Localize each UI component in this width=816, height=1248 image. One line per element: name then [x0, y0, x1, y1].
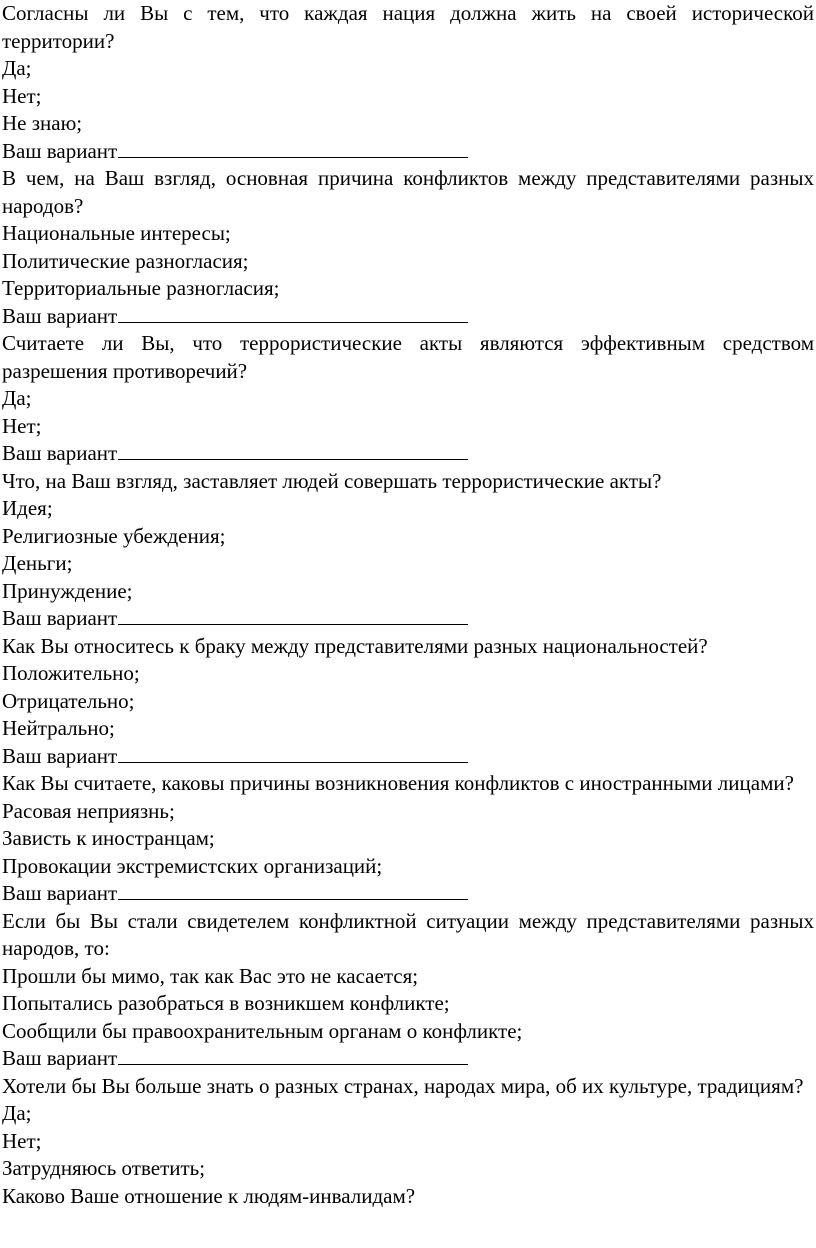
other-answer-line [2, 1045, 814, 1073]
other-answer-label: Ваш вариант [2, 606, 118, 630]
question-text: Если бы Вы стали свидетелем конфликтной ситуации между представителями разных народов, то: [2, 908, 814, 960]
answer-option: Нет; [2, 413, 42, 438]
answer-blank[interactable] [118, 898, 468, 900]
question-text: Как Вы считаете, каковы причины возникновения конфликтов с иностранными лицами? [2, 771, 794, 795]
answer-option: Положительно; [2, 661, 140, 685]
other-answer-label: Ваш вариант [2, 303, 118, 328]
question-block [2, 165, 814, 330]
answer-option: Принуждение; [2, 578, 133, 603]
answer-option: Да; [2, 56, 32, 80]
answer-blank[interactable] [118, 156, 468, 158]
answer-option: Территориальные разногласия; [2, 276, 280, 300]
answer-option: Политические разногласия; [2, 248, 249, 273]
other-answer-line [2, 303, 814, 331]
answer-option: Сообщили бы правоохранительным органам о конфликте; [2, 1018, 523, 1043]
question-block [2, 330, 814, 468]
question-block [2, 1183, 814, 1211]
question-text: Как Вы относитесь к браку между представителями разных национальностей? [2, 633, 708, 658]
answer-option: Религиозные убеждения; [2, 523, 226, 548]
other-answer-label: Ваш вариант [2, 881, 118, 905]
answer-option: Затрудняюсь ответить; [2, 1156, 206, 1180]
questionnaire-document [2, 0, 814, 1210]
question-block [2, 770, 814, 908]
question-block [2, 908, 814, 1073]
answer-option: Прошли бы мимо, так как Вас это не касается; [2, 963, 419, 988]
answer-option: Национальные интересы; [2, 221, 231, 245]
answer-option: Да; [2, 386, 32, 410]
question-text: Что, на Ваш взгляд, заставляет людей совершать террористические акты? [2, 468, 662, 493]
other-answer-line [2, 440, 814, 468]
answer-option: Отрицательно; [2, 688, 135, 713]
answer-blank[interactable] [118, 458, 468, 460]
other-answer-line [2, 138, 814, 166]
answer-blank[interactable] [118, 761, 468, 763]
question-text: Считаете ли Вы, что террористические акты являются эффективным средством разрешения противоречий? [2, 331, 814, 383]
answer-blank[interactable] [118, 321, 468, 323]
answer-option: Расовая неприязнь; [2, 798, 175, 823]
other-answer-label: Ваш вариант [2, 743, 118, 768]
question-text: Каково Ваше отношение к людям-инвалидам? [2, 1183, 416, 1208]
answer-blank[interactable] [118, 1063, 468, 1065]
answer-option: Зависть к иностранцам; [2, 826, 215, 850]
question-text: В чем, на Ваш взгляд, основная причина конфликтов между представителями разных народов? [2, 166, 814, 218]
answer-option: Не знаю; [2, 111, 83, 135]
answer-option: Деньги; [2, 551, 73, 575]
answer-option: Попытались разобраться в возникшем конфликте; [2, 991, 450, 1015]
answer-option: Нет; [2, 1128, 42, 1153]
answer-option: Нейтрально; [2, 716, 115, 740]
other-answer-label: Ваш вариант [2, 138, 118, 163]
question-block [2, 0, 814, 165]
other-answer-label: Ваш вариант [2, 1046, 118, 1070]
answer-blank[interactable] [118, 623, 468, 625]
other-answer-label: Ваш вариант [2, 441, 118, 465]
question-block [2, 1073, 814, 1183]
question-text: Хотели бы Вы больше знать о разных странах, народах мира, об их культуре, традициям? [2, 1073, 804, 1098]
answer-option: Да; [2, 1101, 32, 1125]
question-text: Согласны ли Вы с тем, что каждая нация должна жить на своей исторической территории? [2, 1, 814, 53]
other-answer-line [2, 880, 814, 908]
other-answer-line [2, 743, 814, 771]
answer-option: Провокации экстремистских организаций; [2, 853, 383, 878]
other-answer-line [2, 605, 814, 633]
question-block [2, 468, 814, 633]
question-block [2, 633, 814, 771]
answer-option: Нет; [2, 83, 42, 108]
answer-option: Идея; [2, 496, 53, 520]
